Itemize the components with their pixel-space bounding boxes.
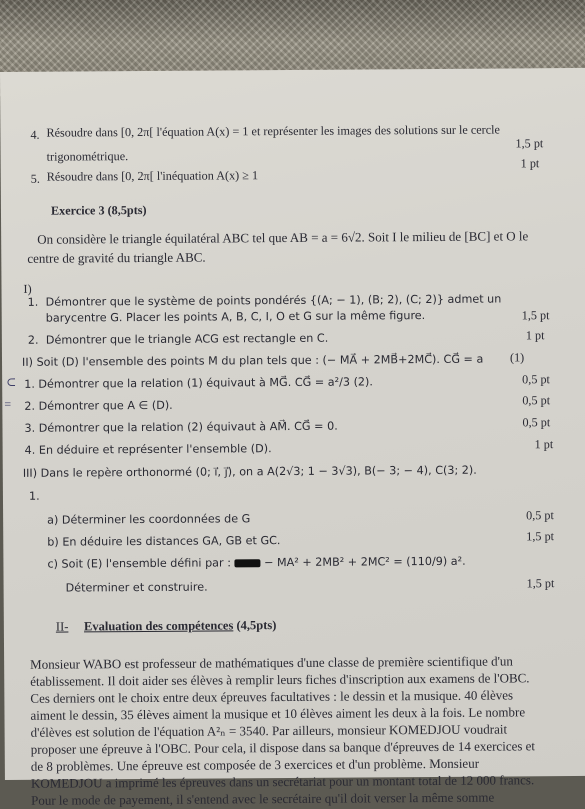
story-paragraph [30,652,576,809]
exercise3-intro: On considère le triangle équilatéral ABC tel que AB = a = 6√2. Soit I le milieu de [BC] et O le [37,228,529,247]
q5-number: 5. [30,171,40,186]
part2-q1-points: 0,5 pt [522,372,550,387]
part2-q2-text: 2. Démontrer que A ∈ (D). [24,398,173,413]
part3-c-instruction: Déterminer et construire. [65,580,208,595]
q4-text: Résoudre dans [0, 2π[ l'équation A(x) = 1 et représenter les images des solutions sur le cercle [46,122,500,140]
story-line: d'élèves est solution de l'équation A²ₙ = 3540. Par ailleurs, monsieur KOMEDJOU voudrait [30,721,508,740]
part3-intro: III) Dans le repère orthonormé (0; i⃗, j⃗), on a A(2√3; 1 − 3√3), B(− 3; − 4), C(3; 2). [22,463,477,480]
part1-q1-text-continued: barycentre G. Placer les points A, B, C, I, O et G sur la même figure. [45,309,426,325]
part1-q1-number: 1. [27,295,39,309]
ink-blot [234,559,260,567]
q5-points: 1 pt [520,156,540,171]
q4-number: 4. [30,127,40,142]
q4-text-continued: trigonométrique. [46,149,129,164]
story-line: Pour le mode de payement, il s'entend avec le secrétaire qu'il doit verser la même somme [31,789,495,808]
part2-q4-text: 4. En déduire et représenter l'ensemble (D). [24,442,272,457]
part3-c-points: 1,5 pt [526,576,555,591]
story-line: de 8 problèmes. Une épreuve est composée de 3 exercices et d'un problème. Monsieur [30,755,480,774]
part2-q3-points: 0,5 pt [522,415,551,430]
part3-a-points: 0,5 pt [526,508,554,523]
section2-title: Evaluation des compétences [83,618,234,634]
margin-mark: ⊂ [6,374,17,389]
part3-a-text: a) Déterminer les coordonnées de G [47,512,251,527]
part1-label: I) [23,281,32,296]
part1-q2-points: 1 pt [525,328,545,343]
exam-sheet [0,68,585,808]
part2-q2-points: 0,5 pt [522,393,551,408]
part3-b-text: b) En déduire les distances GA, GB et GC. [47,534,281,549]
story-line: Ces derniers ont le choix entre deux épreuves facultatives : le dessin et la musique. 40 élèves [30,687,514,706]
part2-relation-tag: (1) [509,350,525,365]
section2-points: (4,5pts) [236,618,277,633]
story-line: Monsieur WABO est professeur de mathématiques d'une classe de première scientifique d'un [30,653,513,672]
part1-q2-number: 2. [27,333,39,347]
story-line: KOMEDJOU a imprimé les épreuves dans un secrétariat pour un montant total de 12 000 francs. [30,772,535,791]
section2-heading [56,618,277,635]
part1-q1-text: Démontrer que le système de points pondérés {(A; − 1), (B; 2), (C; 2)} admet un [45,292,502,309]
part3-q1-number: 1. [28,489,40,503]
part3-c-text: c) Soit (E) l'ensemble défini par : [47,556,231,571]
part2-intro: II) Soit (D) l'ensemble des points M du plan tels que : (− MA⃗ + 2MB⃗+2MC⃗). CG⃗ = a [21,352,484,369]
part2-q1-text: 1. Démontrer que la relation (1) équivaut à MG⃗. CG⃗ = a²/3 (2). [24,375,373,391]
part3-b-points: 1,5 pt [526,529,555,544]
part1-q1-points: 1,5 pt [521,308,550,323]
part3-c-equation: − MA² + 2MB² + 2MC² = (110/9) a². [264,554,466,570]
part1-q2-text: Démontrer que le triangle ACG est rectangle en C. [45,331,329,347]
section2-number: II- [55,619,69,634]
q4-points: 1,5 pt [515,136,544,151]
exercise3-intro-continued: centre de gravité du triangle ABC. [27,249,206,266]
part2-q3-text: 3. Démontrer que la relation (2) équivaut à AM⃗. CG⃗ = 0. [24,419,338,435]
story-line: proposer une épreuve à l'OBC. Pour cela, il dispose dans sa banque d'épreuves de 14 exercices et [30,738,536,757]
story-line: aiment le dessin, 35 élèves aiment la musique et 10 élèves aiment les deux à la fois. Le nombre [30,704,526,723]
margin-mark: = [4,396,12,411]
part2-q4-points: 1 pt [534,437,554,452]
exercise3-title: Exercice 3 (8,5pts) [50,202,147,218]
part3-c-line [47,555,465,571]
q5-text: Résoudre dans [0, 2π[ l'inéquation A(x) ≥ 1 [46,168,259,184]
story-line: établissement. Il doit aider ses élèves à remplir leurs fiches d'inscription aux examens de l'OBC. [30,670,530,689]
